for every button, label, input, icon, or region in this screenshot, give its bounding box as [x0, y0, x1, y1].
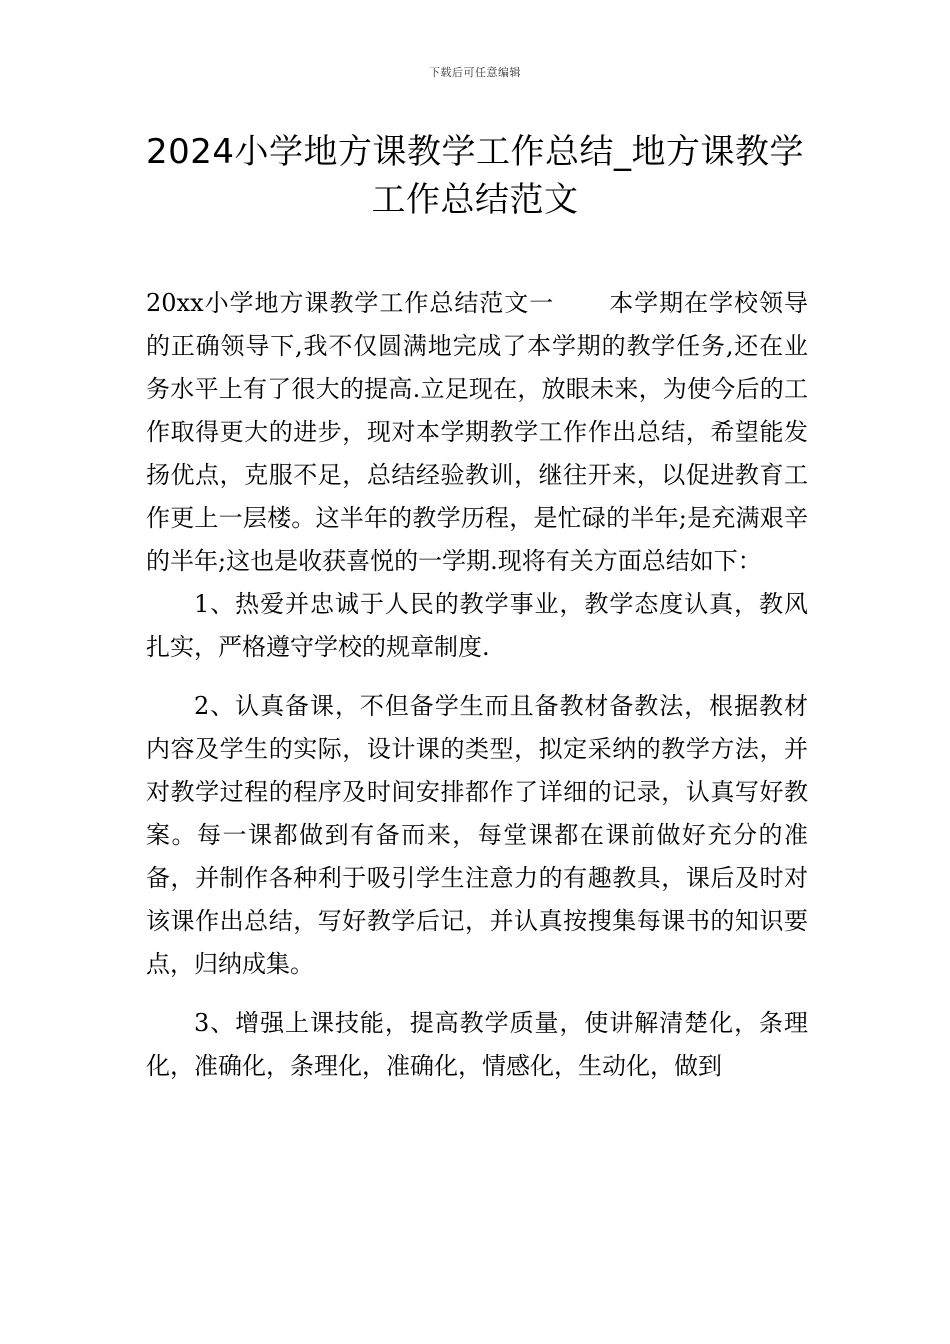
intro-body: 本学期在学校领导的正确领导下,我不仅圆满地完成了本学期的教学任务,还在业务水平上有了很大的提高.立足现在，放眼未来，为使今后的工作取得更大的进步，现对本学期教学工作作出总结，希望能发扬优点，克服不足，总结经验教训，继往开来，以促进教育工作更上一层楼。这半年的教学历程，是忙碌的半年;是充满艰辛的半年;这也是收获喜悦的一学期.现将有关方面总结如下： — [146, 289, 809, 575]
document-body — [146, 282, 808, 1088]
point-3-paragraph: 3、增强上课技能，提高教学质量，使讲解清楚化，条理化，准确化，条理化，准确化，情感化，生动化，做到 — [146, 1009, 808, 1080]
intro-heading: 20xx小学地方课教学工作总结范文一 — [146, 289, 555, 317]
point-1-paragraph: 1、热爱并忠诚于人民的教学事业，教学态度认真，教风扎实，严格遵守学校的规章制度. — [146, 590, 808, 661]
document-title: 2024小学地方课教学工作总结_地方课教学工作总结范文 — [145, 132, 805, 220]
intro-paragraph — [146, 282, 808, 583]
point-2-paragraph: 2、认真备课，不但备学生而且备教材备教法，根据教材 内容及学生的实际，设计课的类型，拟定采纳的教学方法，并对教学过程的程序及时间安排都作了详细的记录，认真写好教案。每一课都做到有备而来，每堂课都在课前做好充分的准备，并制作各种利于吸引学生注意力的有趣教具，课后及时对该课作出总结，写好教学后记，并认真按搜集每课书的知识要点，归纳成集。 — [146, 692, 808, 978]
header-note: 下载后可任意编辑 — [429, 66, 521, 79]
